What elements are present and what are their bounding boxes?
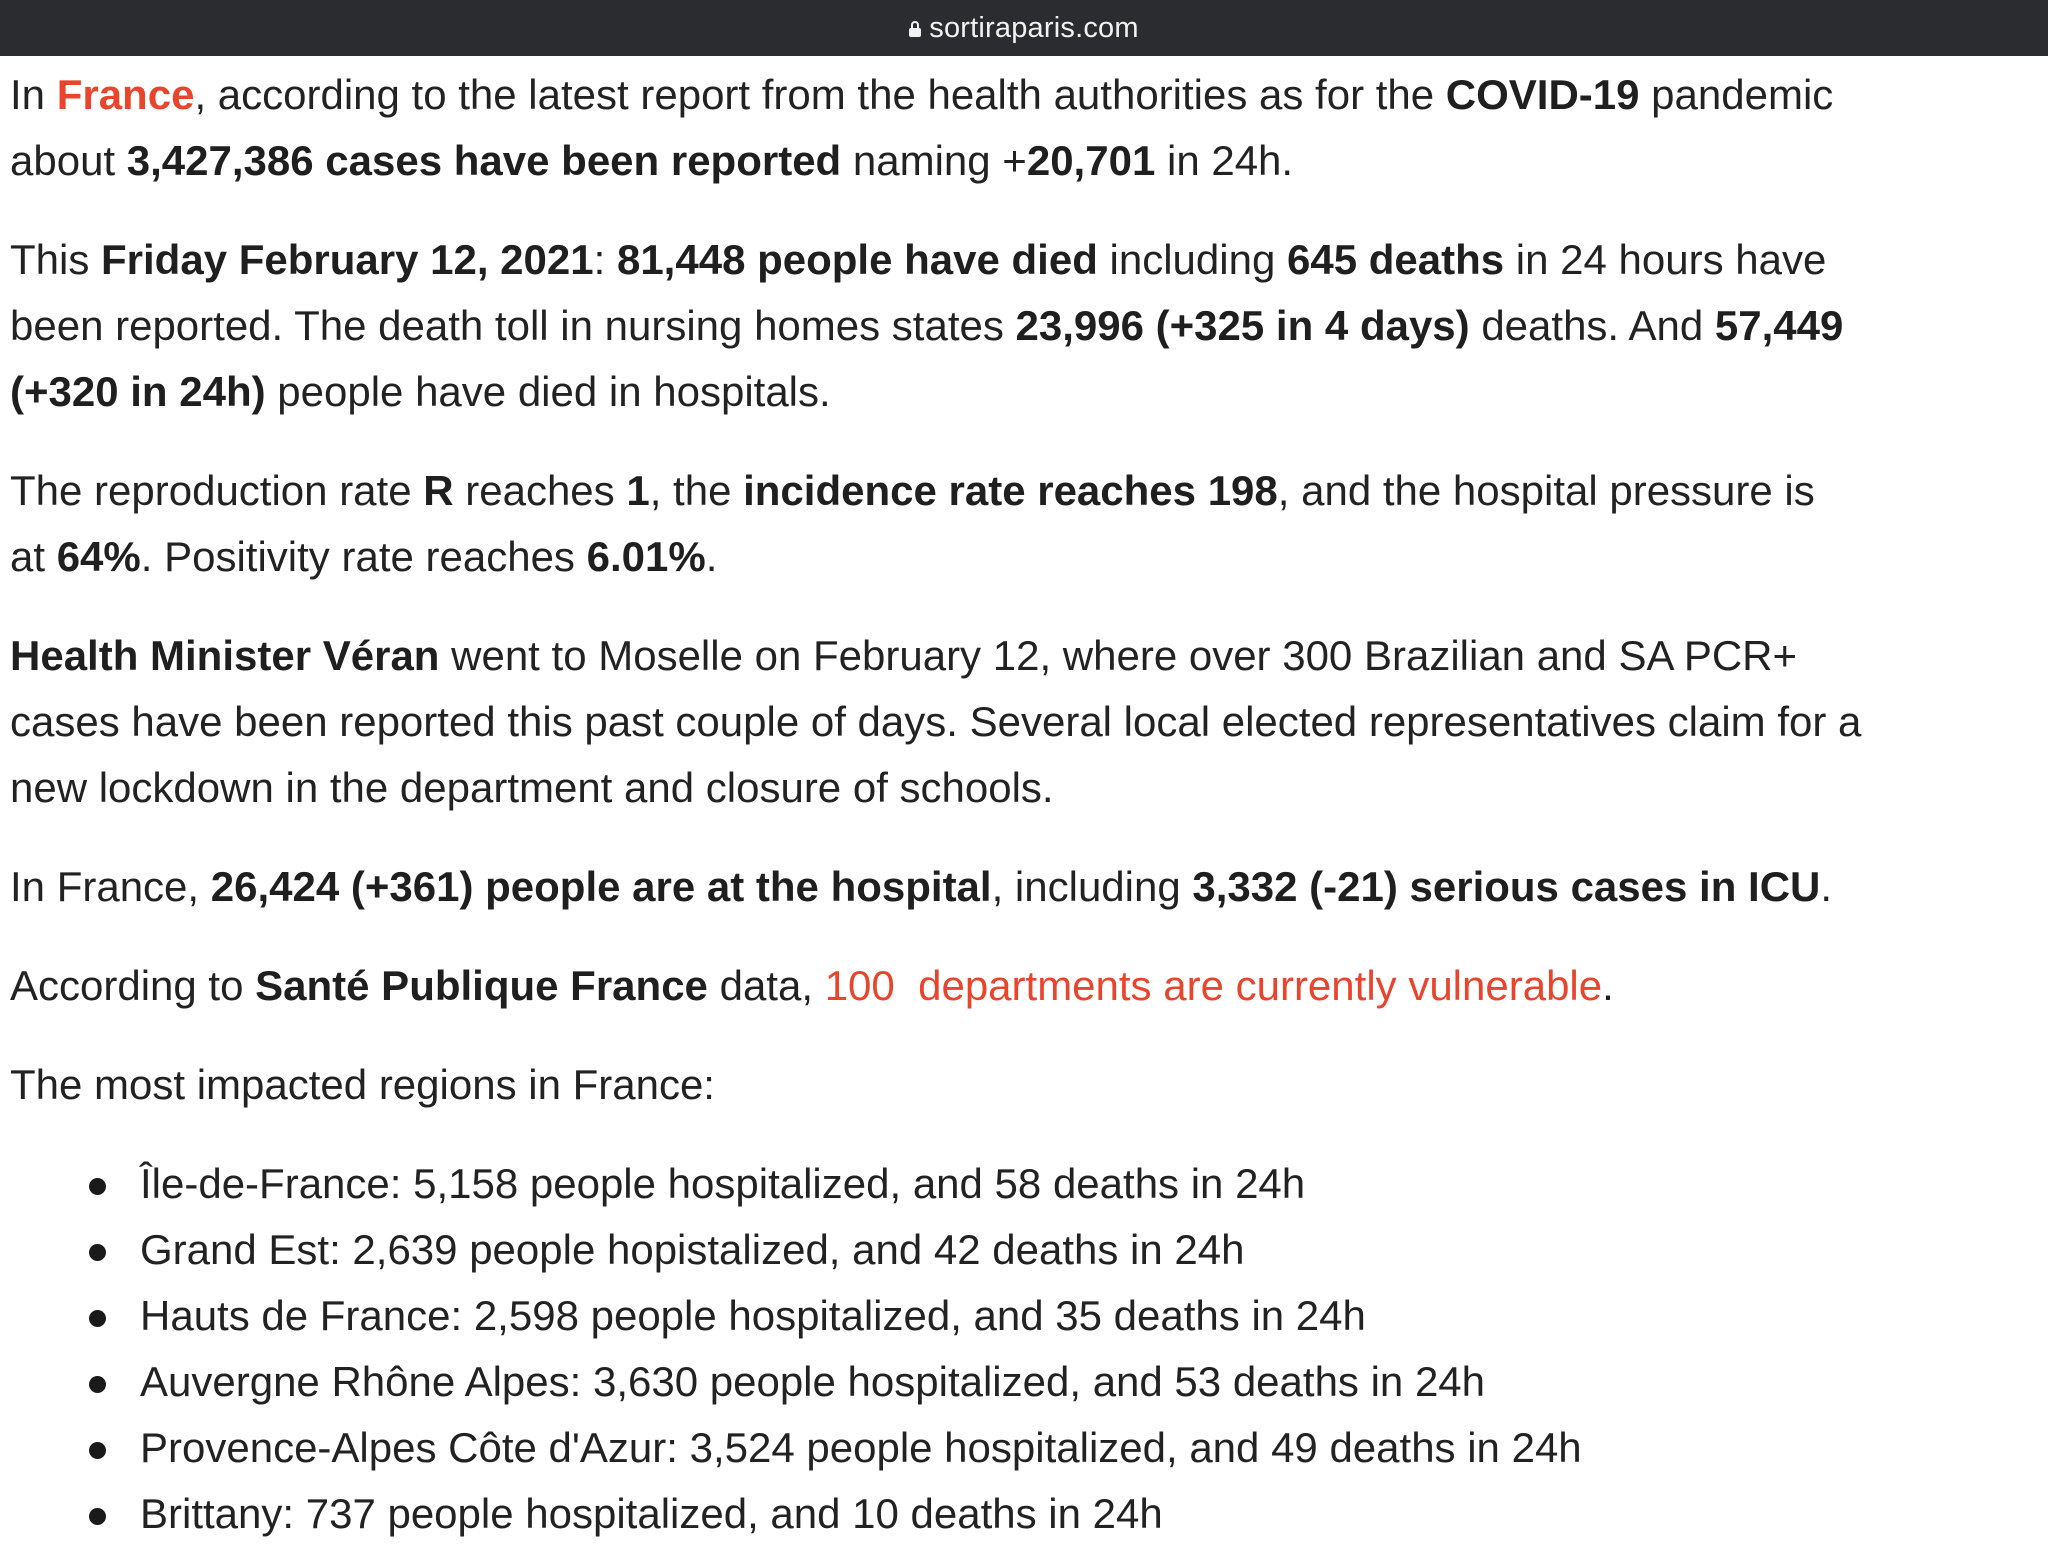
bullet-icon xyxy=(89,1442,106,1459)
hospitalized-count: 26,424 (+361) people are at the hospital xyxy=(210,863,992,910)
list-item: Île-de-France: 5,158 people hospitalized, and 58 deaths in 24h xyxy=(140,1151,2048,1217)
nursing-home-deaths: 23,996 (+325 in 4 days) xyxy=(1015,302,1470,349)
hospital-deaths-delta: (+320 in 24h) xyxy=(10,368,266,415)
bullet-icon xyxy=(89,1244,106,1261)
url-display[interactable] xyxy=(909,12,1138,45)
source-name: Santé Publique France xyxy=(255,962,708,1009)
paragraph-rates: The reproduction rate R reaches 1, the incidence rate reaches 198, and the hospital pressure is at 64%. Positivity rate reaches 6.01%. xyxy=(10,467,1815,580)
new-cases: 20,701 xyxy=(1026,137,1156,184)
lock-icon xyxy=(909,21,921,37)
paragraph-hospital: In France, 26,424 (+361) people are at the hospital, including 3,332 (-21) serious cases in ICU. xyxy=(10,863,1833,910)
browser-address-bar[interactable] xyxy=(0,0,2048,56)
bullet-icon xyxy=(89,1310,106,1327)
positivity-rate: 6.01% xyxy=(586,533,706,580)
regions-list xyxy=(10,1151,2048,1547)
minister-name: Health Minister Véran xyxy=(10,632,440,679)
paragraph-cases: In France, according to the latest report from the health authorities as for the COVID-19 pandemic about 3,427,386 cases have been reported naming +20,701 in 24h. xyxy=(10,71,1834,184)
r-value: 1 xyxy=(626,467,650,514)
daily-deaths: 645 deaths xyxy=(1286,236,1505,283)
hospital-deaths: 57,449 xyxy=(1714,302,1844,349)
list-item: Hauts de France: 2,598 people hospitalized, and 35 deaths in 24h xyxy=(140,1283,2048,1349)
list-item: Provence-Alpes Côte d'Azur: 3,524 people hospitalized, and 49 deaths in 24h xyxy=(140,1415,2048,1481)
total-died: 81,448 people have died xyxy=(616,236,1098,283)
bullet-icon xyxy=(89,1178,106,1195)
bullet-icon xyxy=(89,1508,106,1525)
bullet-icon xyxy=(89,1376,106,1393)
paragraph-minister: Health Minister Véran went to Moselle on February 12, where over 300 Brazilian and SA PCR+ cases have been reported this past couple of days. Several local elected representatives claim for a new lockdown in the department and closure of schools. xyxy=(10,632,1862,811)
france-link[interactable]: France xyxy=(56,71,195,118)
disease-name: COVID-19 xyxy=(1445,71,1640,118)
report-date: Friday February 12, 2021 xyxy=(101,236,594,283)
paragraph-source: According to Santé Publique France data, 100 departments are currently vulnerable. xyxy=(10,962,1614,1009)
incidence-rate: incidence rate reaches 198 xyxy=(743,467,1278,514)
vulnerable-departments-link[interactable]: 100 departments are currently vulnerable xyxy=(824,962,1603,1009)
url-text: sortiraparis.com xyxy=(929,11,1139,44)
list-item: Auvergne Rhône Alpes: 3,630 people hospitalized, and 53 deaths in 24h xyxy=(140,1349,2048,1415)
list-item: Brittany: 737 people hospitalized, and 10 deaths in 24h xyxy=(140,1481,2048,1547)
hospital-pressure: 64% xyxy=(56,533,141,580)
total-cases: 3,427,386 cases have been reported xyxy=(126,137,842,184)
icu-count: 3,332 (-21) serious cases in ICU xyxy=(1192,863,1821,910)
list-item: Grand Est: 2,639 people hopistalized, and 42 deaths in 24h xyxy=(140,1217,2048,1283)
paragraph-deaths: This Friday February 12, 2021: 81,448 people have died including 645 deaths in 24 hours have been reported. The death toll in nursing homes states 23,996 (+325 in 4 days) deaths. And 57,449 (+320 in 24h) people have died in hospitals. xyxy=(10,236,1844,415)
paragraph-regions-intro: The most impacted regions in France: xyxy=(10,1061,715,1108)
article-body xyxy=(10,62,2048,1547)
r-label: R xyxy=(423,467,454,514)
